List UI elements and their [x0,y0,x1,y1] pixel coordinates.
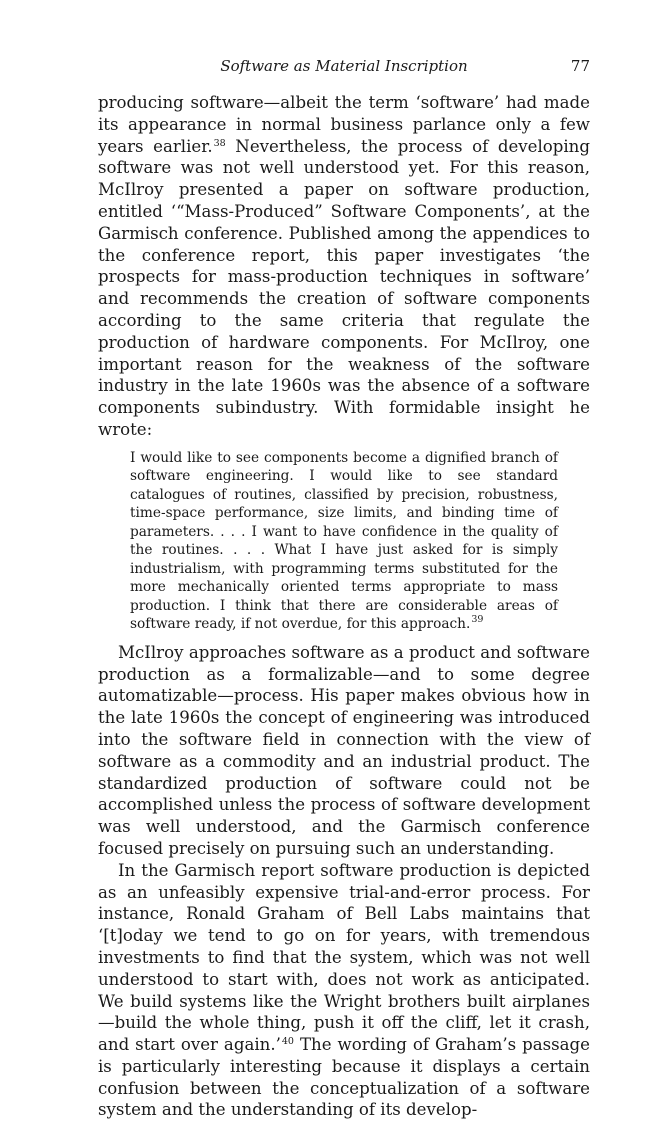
paragraph-1 [98,92,590,441]
paragraph-3-continuation: The wording of Graham’s passage is particularly interesting because it displays a certain confusion between the conceptualization of a software system and the understanding of its develop- [98,1035,591,1120]
footnote-ref-39[interactable]: 39 [471,614,484,626]
paragraph-3 [98,860,590,1121]
paragraph-2-text: McIlroy approaches software as a product and software production as a formalizable—and to some degree automatizable—process. His paper makes obvious how in the late 1960s the concept of engineering was introduced into the software field in connection with the view of software as a commodity and an industrial product. The standardized production of software could not be accomplished unless the process of software development was well understood, and the Garmisch conference focused precisely on pursuing such an understanding. [98,642,590,858]
paragraph-2 [98,642,590,860]
book-page [98,0,590,1121]
running-title: Software as Material Inscription [220,57,468,75]
block-quote [130,449,558,634]
footnote-ref-38[interactable]: 38 [213,137,226,149]
paragraph-3-text: In the Garmisch report software production is depicted as an unfeasibly expensive trial-and-error process. For instance, Ronald Graham of Bell Labs maintains that ‘[t]oday we tend to go on for years, with tremendous investments to find that the system, which was not well understood to start with, does not work as anticipated. We build systems like the Wright brothers built airplanes—build the whole thing, push it off the cliff, let it crash, and start over again.’ [98,860,590,1055]
page-number: 77 [570,57,590,75]
paragraph-1-text: producing software—albeit the term ‘software’ had made its appearance in normal business parlance only a few years earlier. [98,93,590,156]
running-head [98,55,590,79]
block-quote-text: I would like to see components become a dignified branch of software engineering. I would like to see standard catalogues of routines, classified by precision, robustness, time-space performance, size limits, and binding time of parameters. . . . I want to have confidence in the quality of the routines. . . . What I have just asked for is simply industrialism, with programming terms substituted for the more mechanically oriented terms appropriate to mass production. I think that there are considerable areas of software ready, if not overdue, for this approach. [130,449,558,633]
footnote-ref-40[interactable]: 40 [281,1036,294,1048]
paragraph-1-continuation: Nevertheless, the process of developing software was not well understood yet. For this reason, McIlroy presented a paper on software production, entitled ‘“Mass-Produced” Software Components’, at the Garmisch conference. Published among the appendices to the conference report, this paper investigates ‘the prospects for mass-production techniques in software’ and recommends the creation of software components according to the same criteria that regulate the production of hardware components. For McIlroy, one important reason for the weakness of the software industry in the late 1960s was the absence of a software components subindustry. With formidable insight he wrote: [98,136,590,439]
